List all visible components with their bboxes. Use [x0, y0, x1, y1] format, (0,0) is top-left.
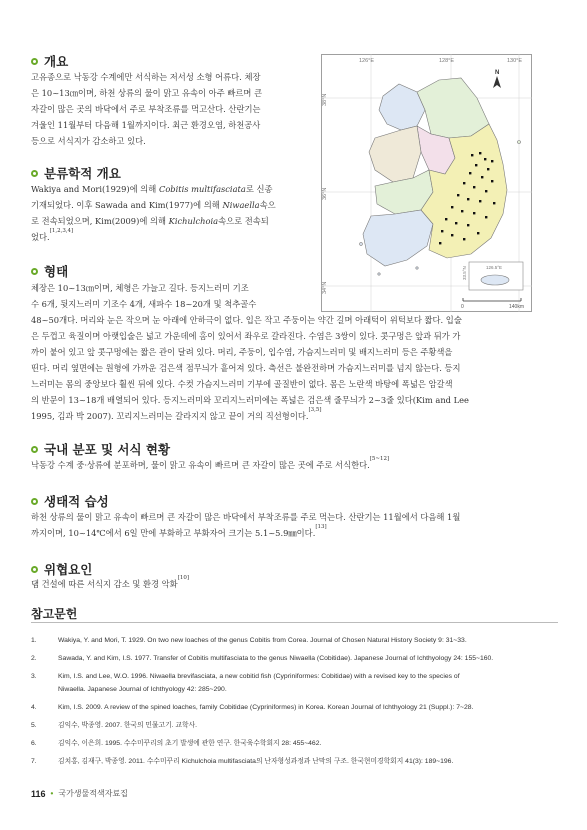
section-heading-ecology: [31, 492, 109, 510]
threats-text: [31, 576, 557, 592]
occurrence-point: [451, 206, 453, 208]
occurrence-point: [467, 198, 469, 200]
circle-bullet-icon: [31, 268, 38, 275]
text-line: [31, 408, 557, 424]
page-number: 116: [31, 788, 46, 799]
section-title: 개요: [44, 54, 69, 69]
distribution-text: [31, 457, 557, 473]
jeju-island: [481, 275, 509, 285]
reference-item: [31, 683, 556, 696]
reference-text: Wakiya, Y. and Mori, T. 1929. On two new loaches of the genus Cobitis from Corea. Journal of Chosen Natural History Society 9: 31~33.: [58, 637, 467, 644]
occurrence-point: [469, 172, 471, 174]
occurrence-point: [445, 218, 447, 220]
text-run: 었다.: [31, 232, 50, 242]
reference-item: [31, 634, 556, 647]
section-heading-distribution: [31, 440, 170, 458]
section-heading-morphology: [31, 262, 68, 280]
text-line: [31, 181, 314, 197]
text-line: 의 반문이 13~18개 배열되어 있다. 등지느러미와 꼬리지느러미에는 폭넓은 검은색 줄무늬가 2~3줄 있다(Kim and Lee: [31, 395, 469, 405]
reference-text: 김익수, 박종영. 2007. 한국의 민물고기. 교학사.: [58, 722, 198, 729]
occurrence-point: [441, 230, 443, 232]
text-run: 댐 건설에 따른 서식지 감소 및 환경 악화: [31, 579, 178, 589]
citation-superscript: [10]: [177, 575, 189, 581]
text-line: 은 10~13㎝이며, 하천 상류의 물이 맑고 유속이 아주 빠르며 큰: [31, 88, 263, 98]
occurrence-point: [491, 160, 493, 162]
occurrence-point: [485, 216, 487, 218]
text-run: 까지이며, 10~14℃에서 6일 만에 부화하고 부화자어 크기는 5.1~5.9㎜이다.: [31, 528, 316, 538]
occurrence-point: [473, 186, 475, 188]
species-name: Cobitis multifasciata: [158, 184, 246, 194]
lon-label: 128°E: [439, 58, 455, 64]
reference-item: [31, 755, 556, 768]
text-run: Wakiya and Mori(1929)에 의해: [31, 184, 159, 194]
reference-item: [31, 670, 556, 683]
text-run: 1995, 김과 박 2007). 꼬리지느러미는 갈라지지 않고 끝이 거의 직선형이다.: [31, 411, 309, 421]
occurrence-point: [484, 158, 486, 160]
island: [378, 273, 380, 275]
reference-text: Sawada, Y. and Kim, I.S. 1977. Transfer of Cobitis multifasciata to the genus Niwaella (Cobitidae). Japanese Journal of Ichthyology 24: 155~160.: [58, 655, 494, 662]
circle-bullet-icon: [31, 498, 38, 505]
morphology-text-full: [31, 312, 557, 424]
reference-item: [31, 737, 556, 750]
citation-superscript: [1,2,3,4]: [49, 228, 74, 234]
morphology-text-short: [31, 280, 314, 312]
scale-label: 140km: [509, 304, 525, 310]
circle-bullet-icon: [31, 566, 38, 573]
reference-item: [31, 652, 556, 665]
island: [360, 243, 363, 246]
reference-number: 6.: [31, 740, 37, 747]
occurrence-point: [493, 202, 495, 204]
lon-label: 130°E: [507, 58, 523, 64]
reference-text: Kim, I.S. 2009. A review of the spined loaches, family Cobitidae (Cypriniformes) in Korea. Korean Journal of Ichthyology 21 (Suppl.): 7~28.: [58, 704, 474, 711]
text-line: 등으로 서식지가 감소하고 있다.: [31, 136, 146, 146]
text-run: 로 전속되었으며, Kim(2009)에 의해: [31, 216, 169, 226]
reference-number: 1.: [31, 637, 37, 644]
text-line: [31, 197, 314, 213]
text-line: 느러미는 몸의 중앙보다 훨씬 뒤에 있다. 수컷 가슴지느러미 기부에 골질반이 없다. 몸은 노란색 바탕에 폭넓은 암갈색: [31, 379, 453, 389]
text-line: 수 6개, 뒷지느러미 기조수 4개, 새파수 18~20개 및 척추골수: [31, 299, 257, 309]
citation-superscript: [13]: [315, 524, 327, 530]
section-heading-taxonomy: [31, 164, 121, 182]
reference-number: 4.: [31, 704, 37, 711]
overview-text: [31, 69, 314, 149]
section-title: 형태: [44, 264, 69, 279]
text-run: 로 신종: [245, 184, 273, 194]
occurrence-point: [481, 176, 483, 178]
genus-name: Niwaella: [222, 200, 260, 210]
section-title: 분류학적 개요: [44, 166, 121, 181]
inset-lat-label: 33.5°N: [462, 266, 467, 280]
references-divider: [31, 622, 558, 623]
occurrence-point: [455, 222, 457, 224]
reference-number: 3.: [31, 673, 37, 680]
reference-number: 2.: [31, 655, 37, 662]
section-heading-overview: [31, 52, 68, 70]
circle-bullet-icon: [31, 58, 38, 65]
occurrence-point: [477, 232, 479, 234]
reference-text: 김익수, 이은희. 1995. 수수미꾸리의 초기 발생에 관한 연구. 한국육수학회지 28: 455~462.: [58, 740, 322, 747]
island: [416, 267, 418, 269]
citation-superscript: [5~12]: [369, 456, 390, 462]
occurrence-point: [479, 152, 481, 154]
occurrence-point: [487, 168, 489, 170]
publication-title: 국가생물적색자료집: [58, 789, 128, 798]
occurrence-point: [439, 242, 441, 244]
taxonomy-text: [31, 181, 314, 245]
text-line: 띤다. 머리 옆면에는 원형에 가까운 검은색 점무늬가 흩어져 있다. 측선은 불완전하며 가슴지느러미를 넘지 않는다. 등지: [31, 363, 461, 373]
text-run: 속으로 전속되: [218, 216, 269, 226]
text-line: 까이 붙어 있고 앞 콧구멍에는 짧은 관이 달려 있다. 머리, 주둥이, 입수염, 가슴지느러미 및 배지느러미 등은 주황색을: [31, 347, 453, 357]
text-run: 기재되었다. 이후 Sawada and Kim(1977)에 의해: [31, 200, 223, 210]
distribution-map: [321, 54, 532, 312]
north-label: N: [495, 70, 500, 76]
occurrence-point: [461, 210, 463, 212]
text-line: 자갈이 많은 곳의 바닥에서 주로 부착조류를 먹고산다. 산란기는: [31, 104, 261, 114]
references-heading: 참고문헌: [31, 607, 78, 621]
occurrence-point: [473, 212, 475, 214]
lat-label: 34°N: [322, 281, 328, 294]
circle-bullet-icon: [31, 170, 38, 177]
text-line: 고유종으로 낙동강 수계에만 서식하는 저서성 소형 어류다. 체장: [31, 72, 261, 82]
text-run: 낙동강 수계 중·상류에 분포하며, 물이 맑고 유속이 빠르며 큰 자갈이 많은 곳에 주로 서식한다.: [31, 460, 370, 470]
occurrence-point: [463, 182, 465, 184]
ecology-text: [31, 509, 557, 541]
reference-item: [31, 701, 556, 714]
text-line: 48~50개다. 머리와 눈은 작으며 눈 아래에 안하극이 없다. 입은 작고 주둥이는 약간 길며 아래턱이 위턱보다 짧다. 입술: [31, 315, 462, 325]
island: [518, 141, 521, 144]
occurrence-point: [467, 224, 469, 226]
circle-bullet-icon: [31, 446, 38, 453]
footer-dot-icon: •: [50, 789, 54, 798]
genus-name: Kichulchoia: [168, 216, 219, 226]
reference-number: 7.: [31, 758, 37, 765]
section-title: 위협요인: [44, 562, 93, 577]
occurrence-point: [475, 164, 477, 166]
lon-label: 126°E: [359, 58, 375, 64]
section-title: 생태적 습성: [44, 494, 109, 509]
text-line: 겨울인 11월부터 다음해 1월까지이다. 최근 환경오염, 하천공사: [31, 120, 261, 130]
inset-lon-label: 126.5°E: [486, 265, 503, 270]
occurrence-point: [485, 190, 487, 192]
occurrence-point: [451, 234, 453, 236]
occurrence-point: [457, 194, 459, 196]
text-line: [31, 229, 314, 245]
citation-superscript: [3,5]: [308, 407, 322, 413]
text-run: 속으: [259, 200, 276, 210]
lat-label: 38°N: [322, 93, 328, 106]
scale-label: 0: [461, 304, 464, 310]
reference-number: 5.: [31, 722, 37, 729]
reference-text: 김치홍, 김재구, 박종영. 2011. 수수미꾸리 Kichulchoia multifasciata의 난자형성과정과 난막의 구조. 한국현미경학회지 41(3): 189~196.: [58, 758, 454, 765]
text-line: 하천 상류의 물이 맑고 유속이 빠르며 큰 자갈이 많은 바닥에서 부착조류를 주로 먹는다. 산란기는 11월에서 다음해 1월: [31, 512, 461, 522]
occurrence-point: [471, 154, 473, 156]
reference-text: Niwaella. Japanese Journal of Ichthyology 42: 285~290.: [58, 686, 227, 693]
reference-item: [31, 719, 556, 732]
reference-number: [31, 683, 58, 696]
text-line: 은 두껍고 육질이며 아랫입술은 넓고 가운데에 홈이 있어서 좌우로 갈라진다. 수염은 3쌍이 있다. 콧구멍은 앞과 뒤가 가: [31, 331, 461, 341]
text-line: [31, 213, 314, 229]
text-line: [31, 525, 557, 541]
section-title: 국내 분포 및 서식 현황: [44, 442, 171, 457]
text-line: 체장은 10~13㎝이며, 체형은 가늘고 길다. 등지느러미 기조: [31, 283, 249, 293]
lat-label: 36°N: [322, 187, 328, 200]
occurrence-point: [491, 180, 493, 182]
reference-text: Kim, I.S. and Lee, W.O. 1996. Niwaella brevifasciata, a new cobitid fish (Cypriniformes: Cobitidae) with a revised key to the species of: [58, 673, 460, 680]
inset-jeju: [462, 262, 523, 290]
occurrence-point: [479, 200, 481, 202]
page-footer: [31, 788, 128, 799]
occurrence-point: [463, 238, 465, 240]
